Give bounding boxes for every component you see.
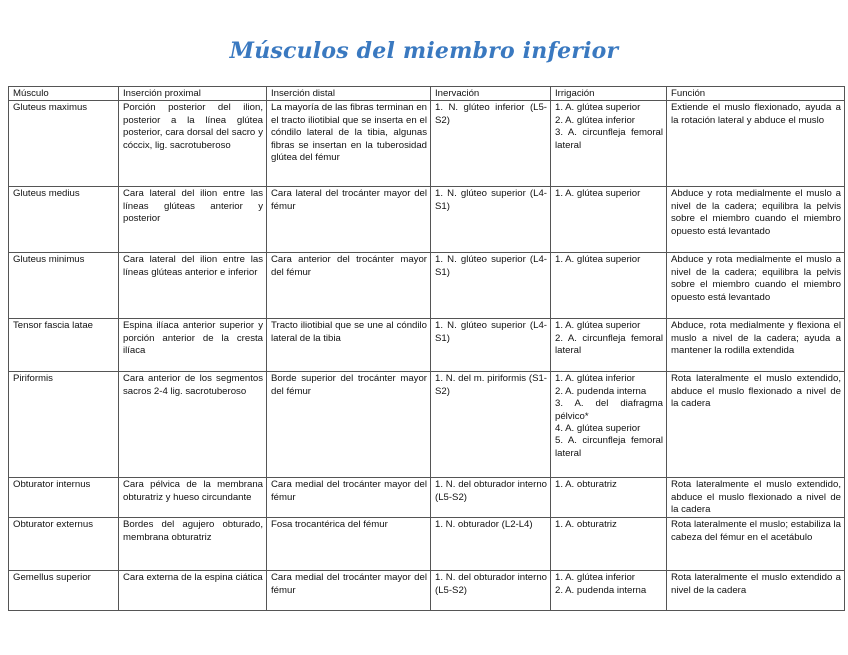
irrigation-cell [551, 571, 667, 611]
proximal-insertion-cell: Cara externa de la espina ciática [119, 571, 267, 611]
irrigation-item: 4. A. glútea superior [555, 423, 641, 435]
irrigation-item: 1. A. glútea inferior [555, 572, 635, 584]
irrigation-item: 1. A. glútea inferior [555, 373, 635, 385]
function-cell: Rota lateralmente el muslo; estabiliza la cabeza del fémur en el acetábulo [667, 518, 845, 571]
irrigation-cell [551, 319, 667, 372]
muscle-name-cell: Gemellus superior [9, 571, 119, 611]
irrigation-item: 5. A. circunfleja femoral lateral [555, 435, 663, 459]
distal-insertion-cell: Tracto iliotibial que se une al cóndilo lateral de la tibia [267, 319, 431, 372]
header-muscle: Músculo [9, 87, 119, 101]
muscle-name-cell: Gluteus minimus [9, 253, 119, 319]
table-row [9, 101, 845, 187]
function-cell: Abduce y rota medialmente el muslo a nivel de la cadera; equilibra la pelvis sobre el miembro cuando el miembro opuesto está levantado [667, 187, 845, 253]
innervation-cell: 1. N. glúteo inferior (L5-S2) [431, 101, 551, 187]
irrigation-cell [551, 253, 667, 319]
muscle-name-cell: Obturator externus [9, 518, 119, 571]
innervation-cell: 1. N. obturador (L2-L4) [431, 518, 551, 571]
distal-insertion-cell: Cara anterior del trocánter mayor del fémur [267, 253, 431, 319]
muscle-name-cell: Gluteus medius [9, 187, 119, 253]
irrigation-cell [551, 372, 667, 478]
irrigation-cell [551, 518, 667, 571]
irrigation-item: 2. A. pudenda interna [555, 584, 647, 596]
muscles-table [8, 86, 845, 611]
muscle-name-cell: Gluteus maximus [9, 101, 119, 187]
page-title: Músculos del miembro inferior [229, 38, 619, 64]
header-function: Función [667, 87, 845, 101]
irrigation-item: 3. A. circunfleja femoral lateral [555, 127, 663, 151]
header-distal-insertion: Inserción distal [267, 87, 431, 101]
innervation-cell: 1. N. glúteo superior (L4-S1) [431, 319, 551, 372]
function-cell: Extiende el muslo flexionado, ayuda a la rotación lateral y abduce el muslo [667, 101, 845, 187]
distal-insertion-cell: Cara medial del trocánter mayor del fémur [267, 571, 431, 611]
proximal-insertion-cell: Cara lateral del ilion entre las líneas glúteas anterior e inferior [119, 253, 267, 319]
table-row [9, 518, 845, 571]
distal-insertion-cell: Cara medial del trocánter mayor del fémur [267, 478, 431, 518]
muscle-name-cell: Obturator internus [9, 478, 119, 518]
irrigation-cell [551, 187, 667, 253]
innervation-cell: 1. N. del obturador interno (L5-S2) [431, 478, 551, 518]
irrigation-item: 2. A. circunfleja femoral lateral [555, 332, 663, 357]
proximal-insertion-cell: Porción posterior del ilion, posterior a la línea glútea posterior, cara dorsal del sacro y cóccix, lig. sacrotuberoso [119, 101, 267, 187]
function-cell: Abduce y rota medialmente el muslo a nivel de la cadera; equilibra la pelvis sobre el miembro cuando el miembro opuesto está levantado [667, 253, 845, 319]
distal-insertion-cell: La mayoría de las fibras terminan en el tracto iliotibial que se inserta en el cóndilo lateral de la tibia, algunas fibras se insertan en la tuberosidad glútea del fémur [267, 101, 431, 187]
irrigation-cell [551, 101, 667, 187]
table-row [9, 372, 845, 478]
table-row [9, 571, 845, 611]
innervation-cell: 1. N. glúteo superior (L4-S1) [431, 187, 551, 253]
irrigation-item: 3. A. del diafragma pélvico* [555, 398, 663, 422]
function-cell: Abduce, rota medialmente y flexiona el muslo a nivel de la cadera; ayuda a mantener la rodilla extendida [667, 319, 845, 372]
table-row [9, 478, 845, 518]
distal-insertion-cell: Borde superior del trocánter mayor del fémur [267, 372, 431, 478]
table-row [9, 253, 845, 319]
proximal-insertion-cell: Cara pélvica de la membrana obturatriz y hueso circundante [119, 478, 267, 518]
table-row [9, 319, 845, 372]
innervation-cell: 1. N. del obturador interno (L5-S2) [431, 571, 551, 611]
proximal-insertion-cell: Cara anterior de los segmentos sacros 2-4 lig. sacrotuberoso [119, 372, 267, 478]
muscle-name-cell: Piriformis [9, 372, 119, 478]
proximal-insertion-cell: Cara lateral del ilion entre las líneas glúteas anterior y posterior [119, 187, 267, 253]
irrigation-item: 1. A. obturatriz [555, 479, 617, 491]
irrigation-item: 1. A. glútea superior [555, 254, 641, 266]
distal-insertion-cell: Fosa trocantérica del fémur [267, 518, 431, 571]
header-innervation: Inervación [431, 87, 551, 101]
irrigation-item: 2. A. glútea inferior [555, 114, 635, 126]
irrigation-item: 1. A. obturatriz [555, 519, 617, 531]
irrigation-cell [551, 478, 667, 518]
table-header-row [9, 87, 845, 101]
header-proximal-insertion: Inserción proximal [119, 87, 267, 101]
distal-insertion-cell: Cara lateral del trocánter mayor del fémur [267, 187, 431, 253]
irrigation-item: 2. A. pudenda interna [555, 385, 647, 397]
header-irrigation: Irrigación [551, 87, 667, 101]
irrigation-item: 1. A. glútea superior [555, 188, 641, 200]
function-cell: Rota lateralmente el muslo extendido a nivel de la cadera [667, 571, 845, 611]
proximal-insertion-cell: Espina ilíaca anterior superior y porción anterior de la cresta ilíaca [119, 319, 267, 372]
irrigation-item: 1. A. glútea superior [555, 102, 641, 114]
function-cell: Rota lateralmente el muslo extendido, abduce el muslo flexionado a nivel de la cadera [667, 478, 845, 518]
function-cell: Rota lateralmente el muslo extendido, abduce el muslo flexionado a nivel de la cadera [667, 372, 845, 478]
muscle-name-cell: Tensor fascia latae [9, 319, 119, 372]
innervation-cell: 1. N. del m. piriformis (S1-S2) [431, 372, 551, 478]
proximal-insertion-cell: Bordes del agujero obturado, membrana obturatriz [119, 518, 267, 571]
table-row [9, 187, 845, 253]
innervation-cell: 1. N. glúteo superior (L4-S1) [431, 253, 551, 319]
irrigation-item: 1. A. glútea superior [555, 320, 641, 332]
